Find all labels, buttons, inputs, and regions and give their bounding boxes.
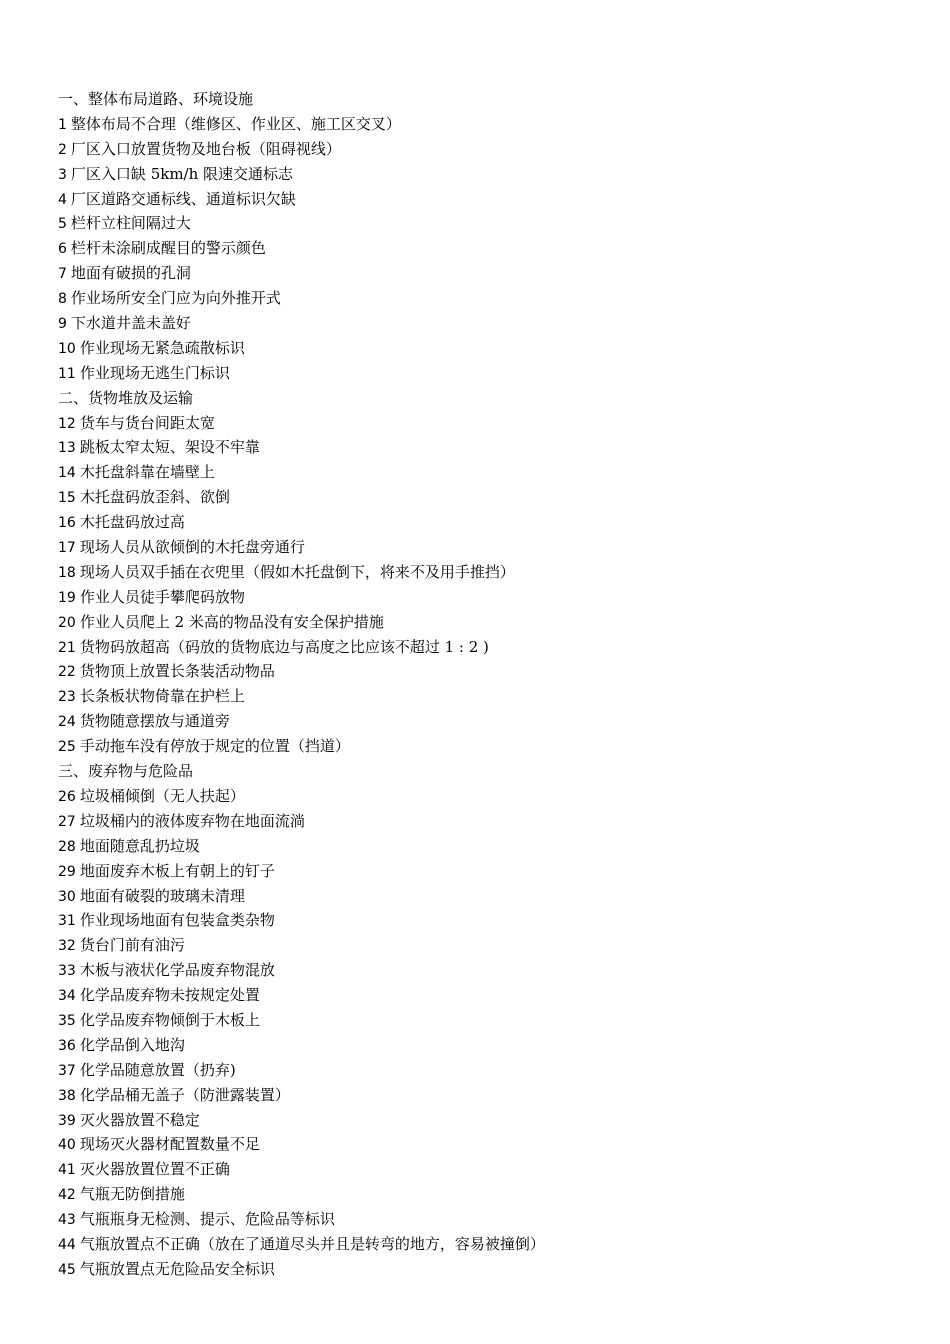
item-text: 地面随意乱扔垃圾 — [79, 836, 200, 855]
list-item — [58, 187, 918, 212]
item-number: 41 — [58, 1162, 76, 1179]
item-number: 11 — [58, 365, 76, 382]
item-text: 作业人员爬上 2 米高的物品没有安全保护措施 — [79, 612, 384, 631]
list-item — [58, 1232, 918, 1257]
section-heading — [58, 87, 918, 112]
item-text: 下水道井盖未盖好 — [70, 314, 191, 333]
list-item — [58, 635, 918, 660]
item-number: 25 — [58, 739, 76, 756]
item-number: 10 — [58, 340, 76, 357]
list-item — [58, 535, 918, 560]
list-item — [58, 834, 918, 859]
item-text: 作业场所安全门应为向外推开式 — [70, 289, 281, 308]
item-number: 28 — [58, 838, 76, 855]
list-item — [58, 411, 918, 436]
item-number: 13 — [58, 440, 76, 457]
list-item — [58, 859, 918, 884]
list-item — [58, 709, 918, 734]
item-number: 8 — [58, 291, 67, 308]
item-text: 气瓶瓶身无检测、提示、危险品等标识 — [79, 1210, 335, 1229]
list-item — [58, 610, 918, 635]
item-text: 气瓶放置点无危险品安全标识 — [79, 1259, 275, 1278]
item-number: 22 — [58, 664, 76, 681]
item-text: 化学品桶无盖子（防泄露装置） — [79, 1085, 290, 1104]
item-number: 39 — [58, 1112, 76, 1129]
item-number: 15 — [58, 490, 76, 507]
list-item — [58, 361, 918, 386]
section-heading — [58, 759, 918, 784]
item-text: 地面有破损的孔洞 — [70, 264, 191, 283]
item-number: 35 — [58, 1012, 76, 1029]
item-number: 24 — [58, 714, 76, 731]
list-item — [58, 983, 918, 1008]
item-number: 31 — [58, 913, 76, 930]
item-number: 5 — [58, 216, 67, 233]
item-text: 地面废弃木板上有朝上的钉子 — [79, 861, 275, 880]
document-body — [58, 87, 918, 1282]
list-item — [58, 510, 918, 535]
item-number: 33 — [58, 963, 76, 980]
item-text: 现场人员双手插在衣兜里（假如木托盘倒下，将来不及用手推挡） — [79, 562, 515, 581]
list-item — [58, 1132, 918, 1157]
item-text: 木托盘码放歪斜、欲倒 — [79, 488, 230, 507]
item-text: 作业人员徒手攀爬码放物 — [79, 587, 245, 606]
item-number: 30 — [58, 888, 76, 905]
item-number: 40 — [58, 1137, 76, 1154]
list-item — [58, 137, 918, 162]
item-text: 现场灭火器材配置数量不足 — [79, 1135, 260, 1154]
list-item — [58, 286, 918, 311]
item-text: 木板与液状化学品废弃物混放 — [79, 961, 275, 980]
list-item — [58, 1083, 918, 1108]
item-text: 厂区入口缺 5km/h 限速交通标志 — [70, 164, 294, 183]
item-text: 货物码放超高（码放的货物底边与高度之比应该不超过 1 : 2 ) — [79, 637, 489, 656]
section-heading — [58, 386, 918, 411]
item-text: 化学品倒入地沟 — [79, 1035, 185, 1054]
list-item — [58, 958, 918, 983]
section-heading-text: 二、货物堆放及运输 — [58, 388, 194, 407]
list-item — [58, 884, 918, 909]
list-item — [58, 1182, 918, 1207]
item-text: 垃圾桶内的液体废弃物在地面流淌 — [79, 811, 305, 830]
list-item — [58, 1157, 918, 1182]
item-text: 长条板状物倚靠在护栏上 — [79, 687, 245, 706]
item-number: 26 — [58, 788, 76, 805]
item-number: 32 — [58, 938, 76, 955]
item-number: 38 — [58, 1087, 76, 1104]
item-number: 45 — [58, 1261, 76, 1278]
list-item — [58, 1008, 918, 1033]
item-text: 木托盘斜靠在墙壁上 — [79, 463, 215, 482]
list-item — [58, 336, 918, 361]
list-item — [58, 311, 918, 336]
item-text: 化学品废弃物未按规定处置 — [79, 986, 260, 1005]
item-text: 货车与货台间距太宽 — [79, 413, 215, 432]
list-item — [58, 261, 918, 286]
item-number: 27 — [58, 813, 76, 830]
item-number: 2 — [58, 141, 67, 158]
item-number: 3 — [58, 166, 67, 183]
item-text: 气瓶放置点不正确（放在了通道尽头并且是转弯的地方，容易被撞倒） — [79, 1234, 545, 1253]
item-number: 44 — [58, 1236, 76, 1253]
item-number: 34 — [58, 988, 76, 1005]
item-number: 14 — [58, 465, 76, 482]
item-text: 货物随意摆放与通道旁 — [79, 712, 230, 731]
list-item — [58, 485, 918, 510]
list-item — [58, 933, 918, 958]
list-item — [58, 560, 918, 585]
item-number: 18 — [58, 564, 76, 581]
item-text: 现场人员从欲倾倒的木托盘旁通行 — [79, 538, 305, 557]
item-text: 化学品废弃物倾倒于木板上 — [79, 1010, 260, 1029]
item-number: 9 — [58, 316, 67, 333]
list-item — [58, 460, 918, 485]
list-item — [58, 236, 918, 261]
item-number: 37 — [58, 1062, 76, 1079]
item-text: 作业现场无紧急疏散标识 — [79, 338, 245, 357]
list-item — [58, 684, 918, 709]
item-text: 灭火器放置不稳定 — [79, 1110, 200, 1129]
item-number: 17 — [58, 540, 76, 557]
item-number: 16 — [58, 515, 76, 532]
item-text: 木托盘码放过高 — [79, 513, 185, 532]
list-item — [58, 908, 918, 933]
item-number: 1 — [58, 116, 67, 133]
list-item — [58, 1207, 918, 1232]
item-text: 化学品随意放置（扔弃) — [79, 1060, 236, 1079]
item-number: 12 — [58, 415, 76, 432]
item-text: 厂区入口放置货物及地台板（阻碍视线） — [70, 139, 341, 158]
item-text: 跳板太窄太短、架设不牢靠 — [79, 438, 260, 457]
item-text: 货物顶上放置长条装活动物品 — [79, 662, 275, 681]
item-text: 手动拖车没有停放于规定的位置（挡道） — [79, 737, 350, 756]
item-number: 36 — [58, 1037, 76, 1054]
list-item — [58, 162, 918, 187]
item-number: 7 — [58, 266, 67, 283]
list-item — [58, 659, 918, 684]
item-number: 21 — [58, 639, 76, 656]
item-number: 6 — [58, 241, 67, 258]
item-number: 42 — [58, 1187, 76, 1204]
list-item — [58, 809, 918, 834]
item-text: 气瓶无防倒措施 — [79, 1185, 185, 1204]
list-item — [58, 734, 918, 759]
section-heading-text: 三、废弃物与危险品 — [58, 762, 194, 781]
item-text: 货台门前有油污 — [79, 936, 185, 955]
item-text: 整体布局不合理（维修区、作业区、施工区交叉） — [70, 114, 401, 133]
list-item — [58, 1033, 918, 1058]
item-text: 厂区道路交通标线、通道标识欠缺 — [70, 189, 296, 208]
list-item — [58, 112, 918, 137]
list-item — [58, 1257, 918, 1282]
section-heading-text: 一、整体布局道路、环境设施 — [58, 90, 254, 108]
item-text: 作业现场无逃生门标识 — [79, 363, 230, 382]
item-text: 栏杆立柱间隔过大 — [70, 214, 191, 233]
item-number: 43 — [58, 1212, 76, 1229]
list-item — [58, 211, 918, 236]
item-number: 29 — [58, 863, 76, 880]
item-number: 19 — [58, 589, 76, 606]
item-number: 20 — [58, 614, 76, 631]
item-text: 垃圾桶倾倒（无人扶起） — [79, 786, 245, 805]
item-text: 灭火器放置位置不正确 — [79, 1160, 230, 1179]
list-item — [58, 784, 918, 809]
list-item — [58, 1108, 918, 1133]
item-text: 作业现场地面有包装盒类杂物 — [79, 911, 275, 930]
list-item — [58, 435, 918, 460]
list-item — [58, 585, 918, 610]
item-text: 栏杆未涂刷成醒目的警示颜色 — [70, 239, 266, 258]
item-text: 地面有破裂的玻璃未清理 — [79, 886, 245, 905]
item-number: 4 — [58, 191, 67, 208]
item-number: 23 — [58, 689, 76, 706]
list-item — [58, 1058, 918, 1083]
